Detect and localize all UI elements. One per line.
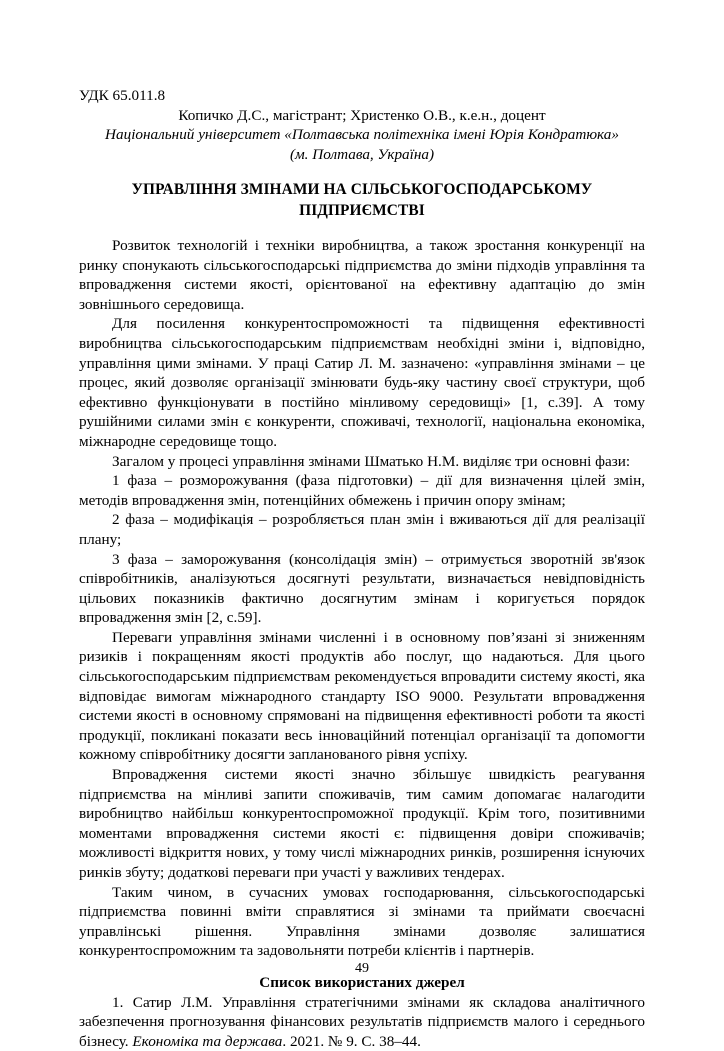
references-heading: Список використаних джерел	[259, 973, 465, 991]
reference-text-before: 1. Сатир Л.М. Управління стратегічними змінами як складова аналітичного забезпечення прогнозування фінансових результатів підприємств малого і середнього бізнесу.	[79, 993, 645, 1050]
reference-item	[79, 993, 645, 1051]
reference-journal-title: Економіка та держава	[132, 1032, 283, 1050]
body-paragraph-phase-1: 1 фаза – розморожування (фаза підготовки) – дії для визначення цілей змін, методів впровадження змін, потенційних обмежень і причин опору змінам;	[79, 472, 645, 509]
reference-text-after: . 2021. № 9. С. 38–44.	[282, 1032, 421, 1050]
body-paragraph-phase-2: 2 фаза – модифікація – розробляється план змін і вживаються дії для реалізації плану;	[79, 511, 645, 548]
document-page	[79, 0, 645, 1050]
body-paragraph: Загалом у процесі управління змінами Шматько Н.М. виділяє три основні фази:	[112, 452, 631, 470]
affiliation-city-line: (м. Полтава, Україна)	[289, 145, 435, 163]
body-paragraph: Розвиток технологій і техніки виробництва, а також зростання конкуренції на ринку спонукають сільськогосподарські підприємства до зміни підходів управління та впровадження системи якості, орієнтованої на ефективну адаптацію до змін зовнішнього середовища.	[79, 237, 645, 313]
body-paragraph: Переваги управління змінами численні і в основному пов’язані зі зниженням ризиків і покращенням якості продуктів або послуг, що надаються. Для цього сільськогосподарським підприємствам рекомендується впровадити систему якості, яка відповідає вимогам міжнародного стандарту ISO 9000. Результати впровадження системи якості в основному спрямовані на підвищення ефективності роботи та якості продукції, покликані показати весь інноваційний потенціал організації та допомогти кожному співробітнику досягти запланованого рівня успіху.	[79, 628, 645, 764]
body-paragraph: Для посилення конкурентоспроможності та підвищення ефективності виробництва сільськогосподарським підприємствам необхідні зміни і, відповідно, управління цими змінами. У праці Сатир Л. М. зазначено: «управління змінами – це процес, який дозволяє організації змінювати будь-яку частину своєї структури, щоб ефективно функціонувати в постійно мінливому середовищі» [1, с.39]. А тому рушійними силами змін є конкуренти, споживачі, технології, національна економіка, міжнародне середовище тощо.	[79, 315, 645, 450]
body-paragraph-conclusion: Таким чином, в сучасних умовах господарювання, сільськогосподарські підприємства повинні вміти справлятися зі змінами та приймати своєчасні управлінські рішення. Управління змінами дозволяє залишатися конкурентоспроможним та задовольняти потреби клієнтів і партнерів.	[79, 883, 645, 960]
authors-line: Копичко Д.С., магістрант; Христенко О.В., к.е.н., доцент	[178, 107, 546, 124]
page-title: УПРАВЛІННЯ ЗМІНАМИ НА СІЛЬСЬКОГОСПОДАРСЬКОМУ ПІДПРИЄМСТВІ	[131, 181, 593, 219]
udk-code: УДК 65.011.8	[79, 87, 166, 104]
body-paragraph: Впровадження системи якості значно збільшує швидкість реагування підприємства на мінливі запити споживачів, тим самим допомагає налагодити виробництво найбільш конкурентоспроможної продукції. Крім того, позитивними моментами впровадження системи якості є: підвищення довіри споживачів; можливості відкриття нових, у тому числі міжнародних ринків, розширення існуючих ринків збуту; додаткові переваги при участі у важливих тендерах.	[79, 766, 645, 881]
body-paragraph-phase-3: 3 фаза – заморожування (консолідація змін) – отримується зворотній зв'язок співробітників, аналізуються досягнуті результати, визначається невідповідність цільових показників фактично досягнутим змінам і коригується порядок впровадження змін [2, с.59].	[79, 550, 645, 627]
page-number: 49	[355, 961, 369, 976]
affiliation-line: Національний університет «Полтавська політехніка імені Юрія Кондратюка»	[105, 126, 619, 143]
